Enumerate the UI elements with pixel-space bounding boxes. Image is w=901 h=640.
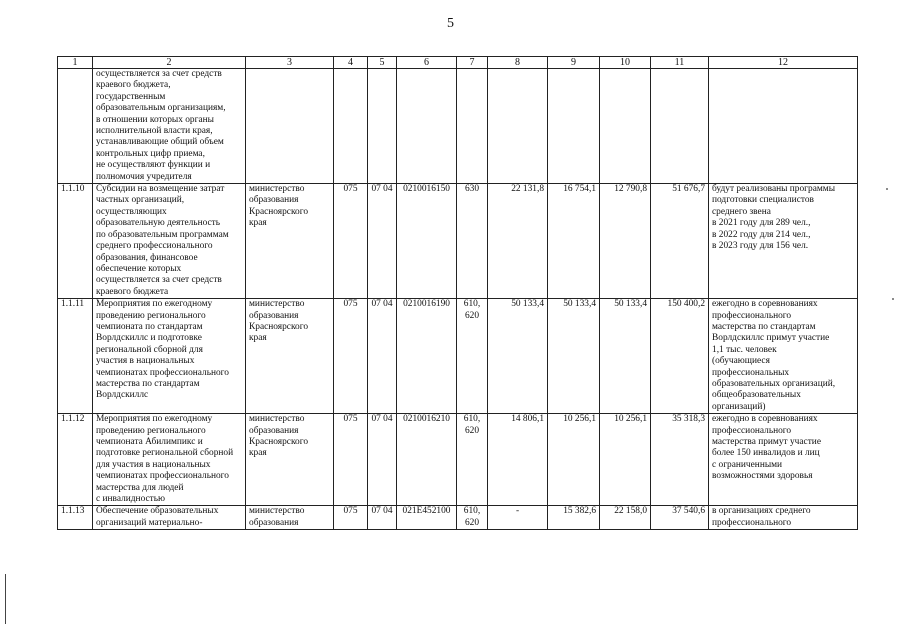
measure-name: Субсидии на возмещение затрат частных организаций, осуществляющих образовательную деятельность по образовательным программам среднего профессионального образования, финансовое обеспечение которых осуществляется за счет средств краевого бюджета — [93, 184, 246, 299]
executor: министерство образования Красноярского края — [246, 299, 334, 414]
executor: министерство образования Красноярского края — [246, 184, 334, 299]
table-row — [58, 414, 858, 506]
expected-result — [709, 69, 858, 184]
header-cell: 9 — [548, 57, 600, 69]
table-row — [58, 184, 858, 299]
header-row — [58, 57, 858, 69]
row-number: 1.1.12 — [58, 414, 93, 506]
amount-2022: 10 256,1 — [548, 414, 600, 506]
executor: министерство образования Красноярского края — [246, 414, 334, 506]
expense-type: 630 — [457, 184, 488, 299]
page-number: 5 — [447, 16, 454, 31]
amount-2021 — [488, 69, 548, 184]
target-article: 021E452100 — [397, 506, 457, 530]
table-row — [58, 299, 858, 414]
amount-2021: 22 131,8 — [488, 184, 548, 299]
scan-edge-mark — [5, 574, 6, 624]
row-number: 1.1.10 — [58, 184, 93, 299]
amount-total: 51 676,7 — [651, 184, 709, 299]
section-code — [368, 69, 397, 184]
header-cell: 12 — [709, 57, 858, 69]
amount-2023 — [600, 69, 651, 184]
expected-result: ежегодно в соревнованиях профессионального мастерства по стандартам Ворлдскиллс примут участие 1,1 тыс. человек (обучающиеся профессиональных образовательных организаций, общеобразовательных организаций) — [709, 299, 858, 414]
amount-total: 150 400,2 — [651, 299, 709, 414]
header-cell: 10 — [600, 57, 651, 69]
executor — [246, 69, 334, 184]
expected-result: в организациях среднего профессионального — [709, 506, 858, 530]
target-article: 0210016150 — [397, 184, 457, 299]
expense-type: 610, 620 — [457, 506, 488, 530]
amount-2023: 12 790,8 — [600, 184, 651, 299]
header-cell: 3 — [246, 57, 334, 69]
expense-type: 610, 620 — [457, 414, 488, 506]
amount-2023: 22 158,0 — [600, 506, 651, 530]
measure-name: Обеспечение образовательных организаций материально- — [93, 506, 246, 530]
measure-name: Мероприятия по ежегодному проведению регионального чемпионата Абилимпикс и подготовке региональной сборной для участия в национальных чемпионатах профессионального мастерства для людей с инвалидностью — [93, 414, 246, 506]
expected-result: ежегодно в соревнованиях профессионального мастерства примут участие более 150 инвалидов и лиц с ограниченными возможностями здоровья — [709, 414, 858, 506]
target-article: 0210016210 — [397, 414, 457, 506]
amount-2021: 50 133,4 — [488, 299, 548, 414]
measure-name: Мероприятия по ежегодному проведению регионального чемпионата по стандартам Ворлдскиллс и подготовке региональной сборной для участия в национальных чемпионатах профессионального мастерства по стандартам Ворлдскиллс — [93, 299, 246, 414]
header-cell: 11 — [651, 57, 709, 69]
amount-2022: 16 754,1 — [548, 184, 600, 299]
header-cell: 5 — [368, 57, 397, 69]
header-cell: 7 — [457, 57, 488, 69]
table-row — [58, 506, 858, 530]
amount-2022: 15 382,6 — [548, 506, 600, 530]
target-article: 0210016190 — [397, 299, 457, 414]
executor: министерство образования — [246, 506, 334, 530]
section-code: 07 04 — [368, 414, 397, 506]
measure-name: осуществляется за счет средств краевого бюджета, государственным образовательным организациям, в отношении которых органы исполнительной власти края, устанавливающие общий объем контрольных цифр приема, не осуществляют функции и полномочия учредителя — [93, 69, 246, 184]
scan-speck — [892, 298, 894, 300]
amount-total: 35 318,3 — [651, 414, 709, 506]
program-measures-table — [57, 56, 858, 530]
target-article — [397, 69, 457, 184]
grbs-code: 075 — [334, 506, 368, 530]
amount-2023: 50 133,4 — [600, 299, 651, 414]
amount-2021: 14 806,1 — [488, 414, 548, 506]
amount-total — [651, 69, 709, 184]
amount-2021: - — [488, 506, 548, 530]
section-code: 07 04 — [368, 506, 397, 530]
row-number — [58, 69, 93, 184]
header-cell: 8 — [488, 57, 548, 69]
amount-2022: 50 133,4 — [548, 299, 600, 414]
header-cell: 1 — [58, 57, 93, 69]
row-number: 1.1.13 — [58, 506, 93, 530]
scan-speck — [886, 188, 888, 190]
grbs-code: 075 — [334, 184, 368, 299]
grbs-code: 075 — [334, 414, 368, 506]
grbs-code — [334, 69, 368, 184]
amount-total: 37 540,6 — [651, 506, 709, 530]
amount-2022 — [548, 69, 600, 184]
header-cell: 6 — [397, 57, 457, 69]
grbs-code: 075 — [334, 299, 368, 414]
section-code: 07 04 — [368, 184, 397, 299]
expense-type: 610, 620 — [457, 299, 488, 414]
row-number: 1.1.11 — [58, 299, 93, 414]
amount-2023: 10 256,1 — [600, 414, 651, 506]
header-cell: 4 — [334, 57, 368, 69]
section-code: 07 04 — [368, 299, 397, 414]
expected-result: будут реализованы программы подготовки специалистов среднего звена в 2021 году для 289 чел., в 2022 году для 214 чел., в 2023 году для 156 чел. — [709, 184, 858, 299]
table-row — [58, 69, 858, 184]
header-cell: 2 — [93, 57, 246, 69]
expense-type — [457, 69, 488, 184]
